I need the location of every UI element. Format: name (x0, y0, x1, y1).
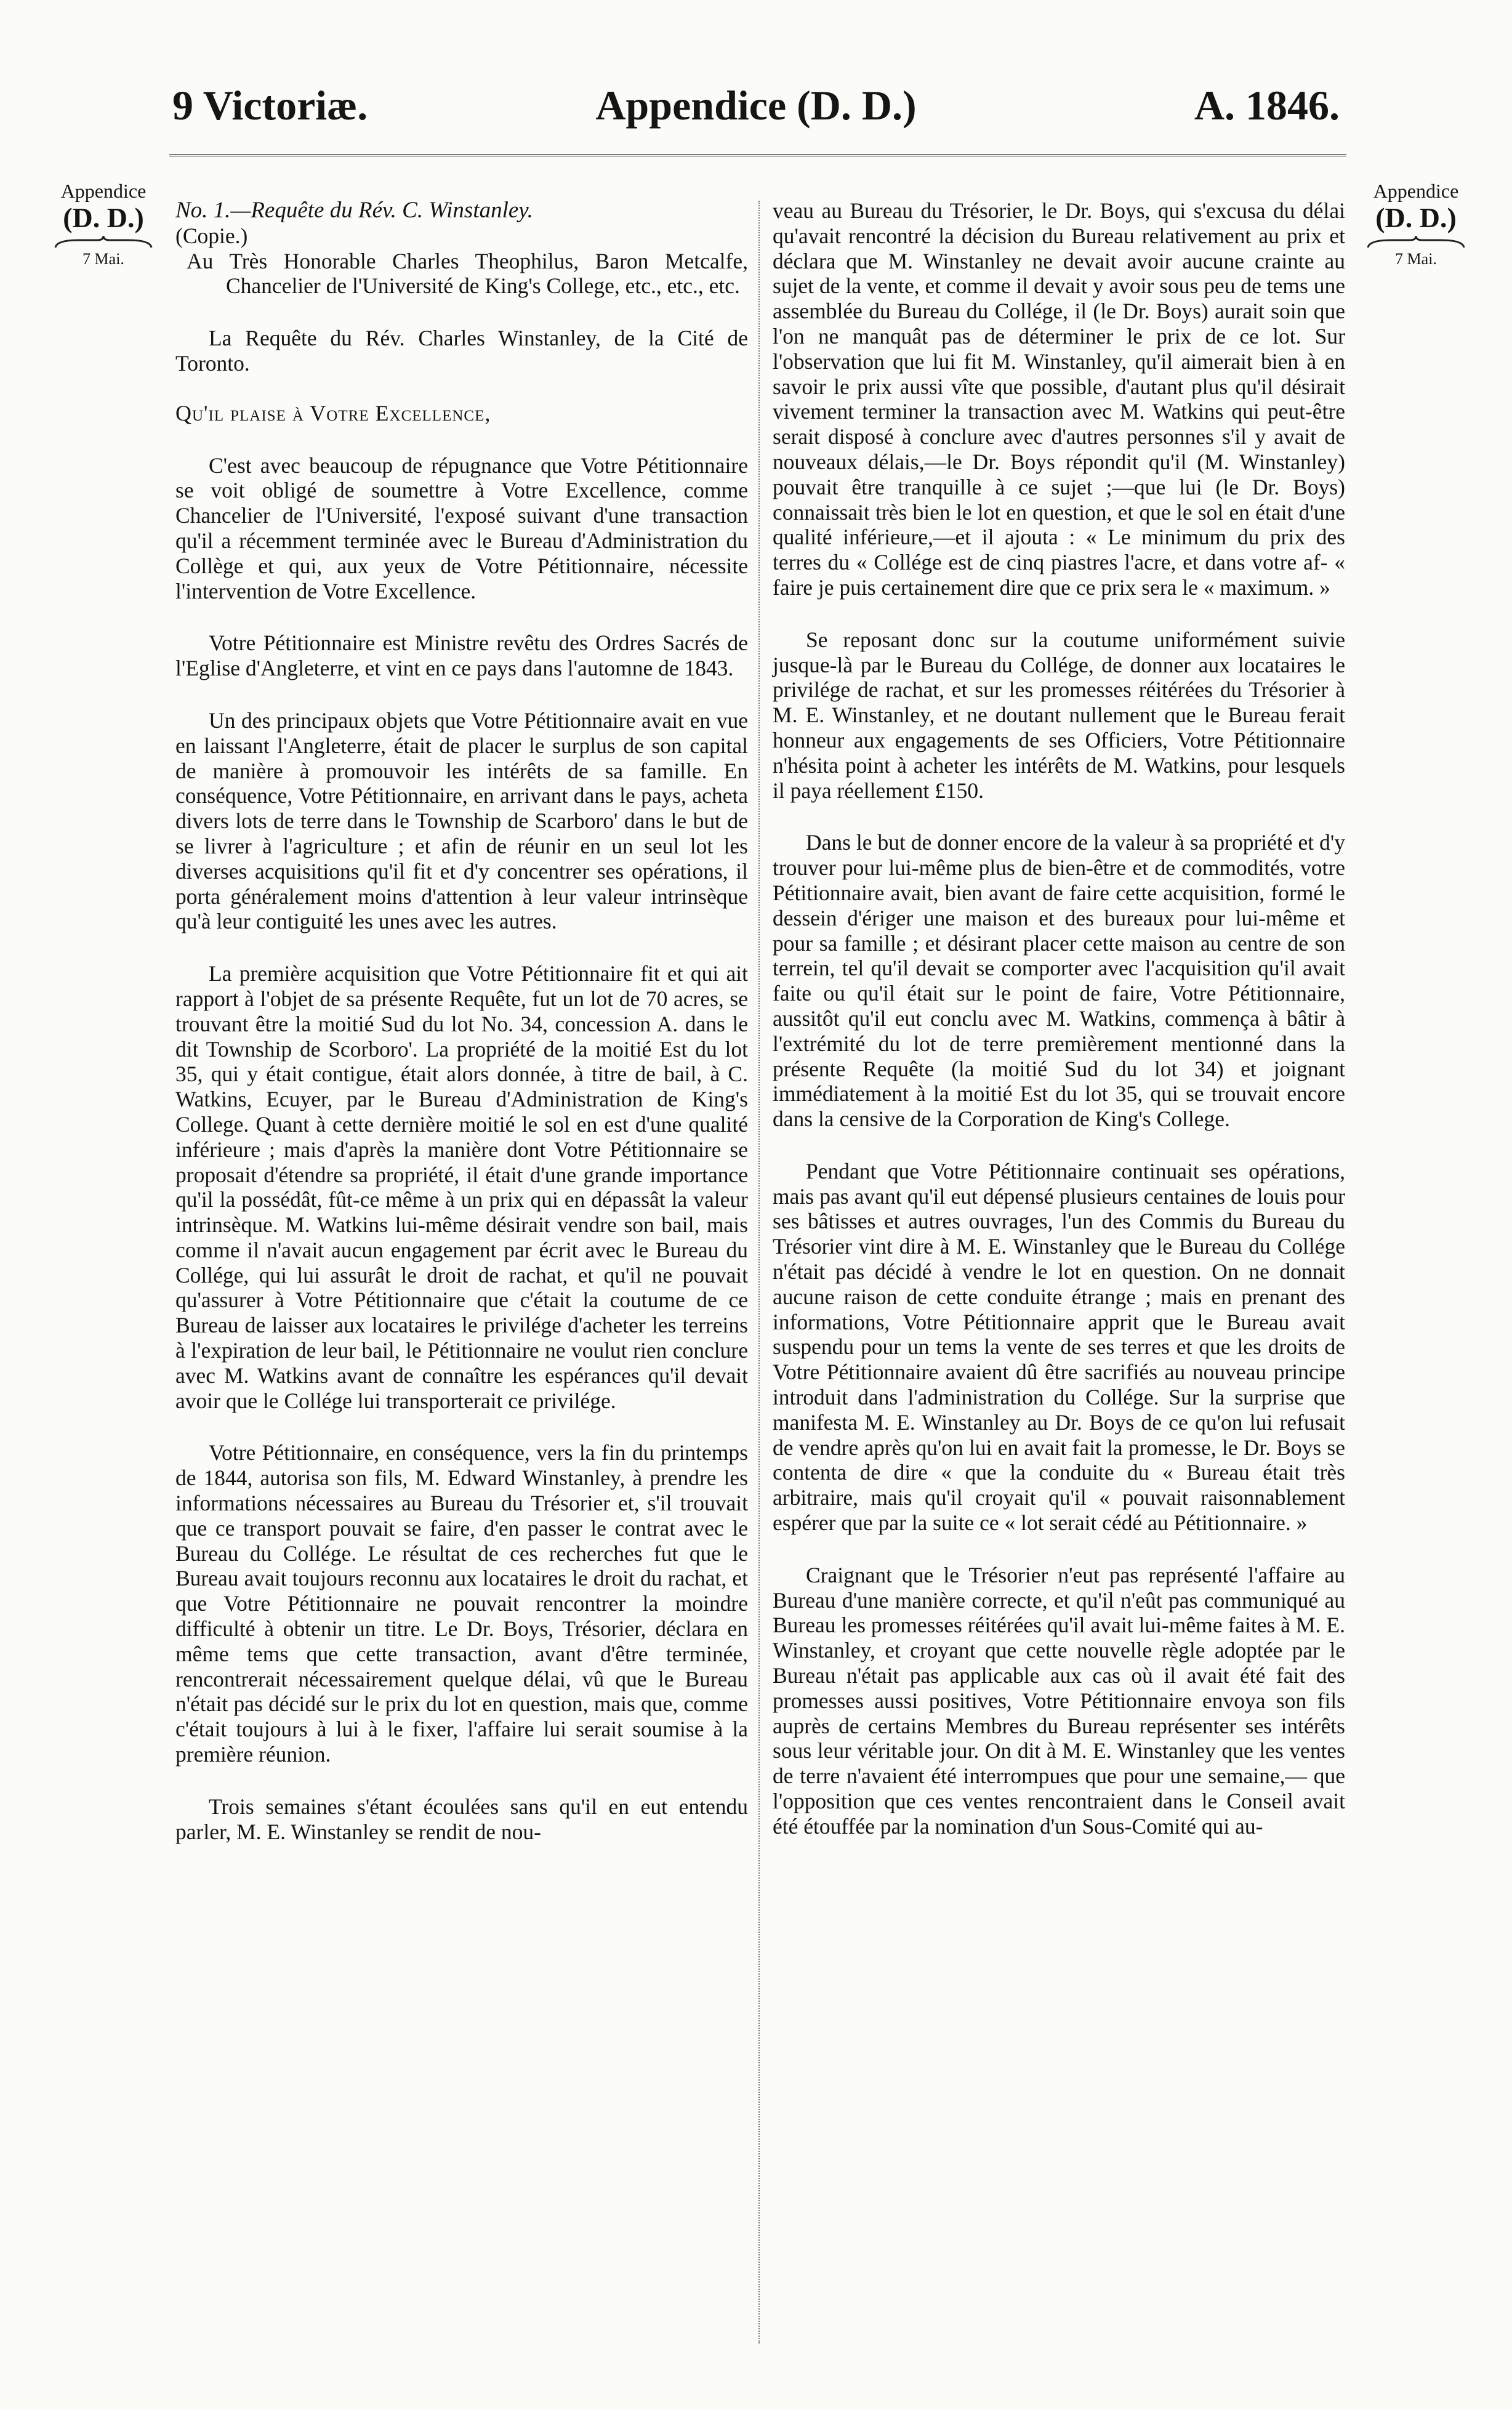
salutation: Qu'il plaise à Votre Excellence, (175, 400, 491, 425)
margin-label: Appendice (60, 180, 147, 202)
header-title: Appendice (D. D.) (595, 82, 917, 129)
left-column (175, 198, 748, 1844)
paragraph: Votre Pétitionnaire est Ministre revêtu des Ordres Sacrés de l'Eglise d'Angleterre, et vint en ce pays dans l'automne de 1843. (175, 631, 748, 681)
paragraph: Votre Pétitionnaire, en conséquence, vers la fin du printemps de 1844, autorisa son fils, M. Edward Winstanley, à prendre les informations nécessaires au Bureau du Trésorier et, s'il trouvait que ce transport pouvait se faire, d'en passer le contrat avec le Bureau du Collége. Le résultat de ces recherches fut que le Bureau avait toujours reconnu aux locataires le droit du rachat, et que Votre Pétitionnaire ne pouvait rencontrer la moindre difficulté à obtenir un titre. Le Dr. Boys, Trésorier, déclara en même tems que cette transaction, avant d'être terminée, rencontrerait nécessairement quelque délai, vû que le Bureau n'était pas décidé sur le prix du lot en question, mais que, comme c'était toujours à lui à le fixer, l'affaire lui serait soumise à la première réunion. (175, 1440, 748, 1767)
paragraph: C'est avec beaucoup de répugnance que Votre Pétitionnaire se voit obligé de soumettre à Votre Excellence, comme Chancelier de l'Université, l'exposé suivant d'une transaction qu'il a récemment terminée avec le Bureau d'Administration du Collège et qui, aux yeux de Votre Pétitionnaire, nécessite l'intervention de Votre Excellence. (175, 453, 748, 603)
margin-code: (D. D.) (63, 202, 144, 233)
address: Au Très Honorable Charles Theophilus, Baron Metcalfe, Chancelier de l'Université de King's College, etc., etc., etc. (187, 248, 748, 299)
requester-line: La Requête du Rév. Charles Winstanley, de la Cité de Toronto. (175, 326, 748, 376)
paragraph: Se reposant donc sur la coutume uniformément suivie jusque-là par le Bureau du Collége, de donner aux locataires le privilége de rachat, et sur les promesses réitérées du Trésorier à M. E. Winstanley, et ne doutant nullement que le Bureau ferait honneur aux engagements de ses Officiers, Votre Pétitionnaire n'hésita point à acheter les intérêts de M. Watkins, pour lesquels il paya réellement £150. (773, 627, 1345, 803)
paragraph: Craignant que le Trésorier n'eut pas représenté l'affaire au Bureau d'une manière correcte, et qu'il n'eût pas communiqué au Bureau les promesses réitérées qu'il avait lui-même faites à M. E. Winstanley, et croyant que cette nouvelle règle adoptée par le Bureau n'était pas applicable aux cas où il avait été fait des promesses aussi positives, Votre Pétitionnaire envoya son fils auprès de certains Membres du Bureau représenter ses intérêts sous leur véritable jour. On dit à M. E. Winstanley que les ventes de terre n'avaient été interrompues que pour une semaine,— que l'opposition que ces ventes rencontraient dans le Conseil avait été étouffée par la nomination d'un Sous-Comité qui au- (773, 1562, 1345, 1839)
margin-date: 7 Mai. (82, 250, 124, 268)
copy-label: (Copie.) (175, 223, 248, 248)
column-divider (758, 201, 760, 2344)
request-title: No. 1.—Requête du Rév. C. Winstanley. (175, 198, 533, 223)
margin-note-left (42, 180, 165, 268)
margin-date: 7 Mai. (1395, 250, 1437, 268)
margin-label: Appendice (1373, 180, 1459, 202)
right-column (773, 198, 1345, 1839)
margin-code: (D. D.) (1375, 202, 1457, 233)
brace-icon (1367, 235, 1465, 249)
brace-icon (54, 235, 153, 249)
paragraph: veau au Bureau du Trésorier, le Dr. Boys, qui s'excusa du délai qu'avait rencontré la décision du Bureau relativement au prix et déclara que M. Winstanley ne devait avoir aucune crainte au sujet de la vente, et comme il devait y avoir sous peu de tems une assemblée du Bureau du Collége, il (le Dr. Boys) aurait soin que l'on ne manquât pas de déterminer le prix de ce lot. Sur l'observation que lui fit M. Winstanley, qu'il aimerait bien à en savoir le prix aussi vîte que possible, d'autant plus qu'il désirait vivement terminer la transaction avec M. Watkins qui peut-être serait disposé à conclure avec d'autres personnes s'il y avait de nouveaux délais,—le Dr. Boys répondit qu'il (M. Winstanley) pouvait être tranquille à ce sujet ;—que lui (le Dr. Boys) connaissait très bien le lot en question, et que le sol en était d'une qualité inférieure,—et il ajouta : « Le minimum du prix des terres du « Collége est de cinq piastres l'acre, et dans votre af- « faire je puis certainement dire que ce prix sera le « maximum. » (773, 198, 1345, 600)
header-rule (169, 154, 1346, 159)
margin-note-right (1354, 180, 1478, 268)
address-block (175, 249, 748, 299)
header-year: A. 1846. (1194, 82, 1340, 129)
paragraph: Trois semaines s'étant écoulées sans qu'il en eut entendu parler, M. E. Winstanley se rendit de nou- (175, 1794, 748, 1844)
paragraph: Pendant que Votre Pétitionnaire continuait ses opérations, mais pas avant qu'il eut dépensé plusieurs centaines de louis pour ses bâtisses et autres ouvrages, l'un des Commis du Bureau du Trésorier vint dire à M. E. Winstanley que le Bureau du Collége n'était pas décidé à vendre le lot en question. On ne donnait aucune raison de cette conduite étrange ; mais en prenant des informations, Votre Pétitionnaire apprit que le Bureau avait suspendu pour un tems la vente de ses terres et que les droits de Votre Pétitionnaire avaient dû être sacrifiés au nouveau principe introduit dans l'administration du Collége. Sur la surprise que manifesta M. E. Winstanley au Dr. Boys de ce qu'on lui refusait de vendre après qu'on lui en avait fait la promesse, le Dr. Boys se contenta de dire « que la conduite du « Bureau était très arbitraire, mais qu'il croyait qu'il « pouvait raisonnablement espérer que par la suite ce « lot serait cédé au Pétitionnaire. » (773, 1158, 1345, 1536)
paragraph: La première acquisition que Votre Pétitionnaire fit et qui ait rapport à l'objet de sa présente Requête, fut un lot de 70 acres, se trouvant être la moitié Sud du lot No. 34, concession A. dans le dit Township de Scorboro'. La propriété de la moitié Est du lot 35, qui y était contigue, était alors donnée, à titre de bail, à C. Watkins, Ecuyer, par le Bureau d'Administration de King's College. Quant à cette dernière moitié le sol en est d'une qualité inférieure ; mais d'après la manière dont Votre Pétitionnaire se proposait d'étendre sa propriété, il était d'une grande importance qu'il la possédât, fût-ce même à un prix qui en dépassât la valeur intrinsèque. M. Watkins lui-même désirait vendre son bail, mais comme il n'avait aucun engagement par écrit avec le Bureau du Collége, qui lui assurât le droit de rachat, et qu'il ne pouvait qu'assurer à Votre Pétitionnaire que c'était la coutume de ce Bureau de laisser aux locataires le privilége d'acheter les terreins à l'expiration de leur bail, le Pétitionnaire ne voulut rien conclure avec M. Watkins avant de connaître les espérances qu'il devait avoir que le Collége lui transporterait ce privilége. (175, 961, 748, 1413)
header-session: 9 Victoriæ. (172, 82, 368, 129)
paragraph: Un des principaux objets que Votre Pétitionnaire avait en vue en laissant l'Angleterre, était de placer le surplus de son capital de manière à promouvoir les intérêts de sa famille. En conséquence, Votre Pétitionnaire, en arrivant dans le pays, acheta divers lots de terre dans le Township de Scarboro' dans le but de se livrer à l'agriculture ; et afin de réunir en un seul lot les diverses acquisitions qu'il fit et d'y concentrer ses opérations, il porta généralement moins d'attention à leur valeur intrinsèque qu'à leur contiguité les unes avec les autres. (175, 707, 748, 934)
paragraph: Dans le but de donner encore de la valeur à sa propriété et d'y trouver pour lui-même plus de bien-être et de commodités, votre Pétitionnaire avait, bien avant de faire cette acquisition, formé le dessein d'ériger une maison et des bureaux pour lui-même et pour sa famille ; et désirant placer cette maison au centre de son terrein, tel qu'il devait se comporter avec l'acquisition qu'il avait faite ou qu'il était sur le point de faire, Votre Pétitionnaire, aussitôt qu'il eut conclu avec M. Watkins, commença à bâtir à l'extrémité du lot de terre premièrement mentionné dans la présente Requête (la moitié Sud du lot 34) et joignant immédiatement à la moitié Est du lot 35, qui se trouvait encore dans la censive de la Corporation de King's College. (773, 830, 1345, 1132)
running-header (165, 81, 1347, 137)
